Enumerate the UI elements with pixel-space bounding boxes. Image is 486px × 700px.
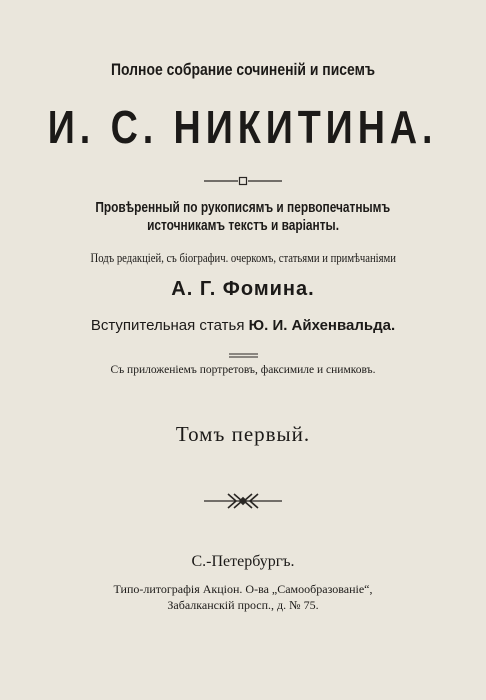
editor-name: А. Г. Фомина. xyxy=(171,278,315,300)
ornament-flourish xyxy=(0,490,486,517)
supplement-note: Съ приложеніемъ портретовъ, факсимиле и снимковъ. xyxy=(110,364,376,376)
intro-author: Ю. И. Айхенвальда. xyxy=(248,317,396,334)
printer-line-2: Забалканскій просп., д. № 75. xyxy=(167,598,319,612)
double-rule-divider xyxy=(0,346,486,364)
description-line-2: источникамъ текстъ и варіанты. xyxy=(147,218,339,234)
subtitle: Полное собрание сочиненій и писемъ xyxy=(110,60,376,79)
ornament-divider-top xyxy=(0,174,486,193)
intro-prefix: Вступительная статья xyxy=(90,317,245,334)
city-imprint: С.-Петербургъ. xyxy=(191,553,295,570)
description-line-1: Провѣренный по рукописямъ и первопечатнымъ xyxy=(95,200,391,216)
author-name: И. С. НИКИТИНА. xyxy=(48,101,438,153)
introduction-credit xyxy=(0,317,486,334)
editorial-note: Подъ редакціей, съ біографич. очеркомъ, статьями и примѣчаніями xyxy=(90,250,396,265)
printer-line-1: Типо-литографія Акціон. О-ва „Самообразованіе“, xyxy=(113,582,373,596)
volume-label: Томъ первый. xyxy=(175,422,311,446)
